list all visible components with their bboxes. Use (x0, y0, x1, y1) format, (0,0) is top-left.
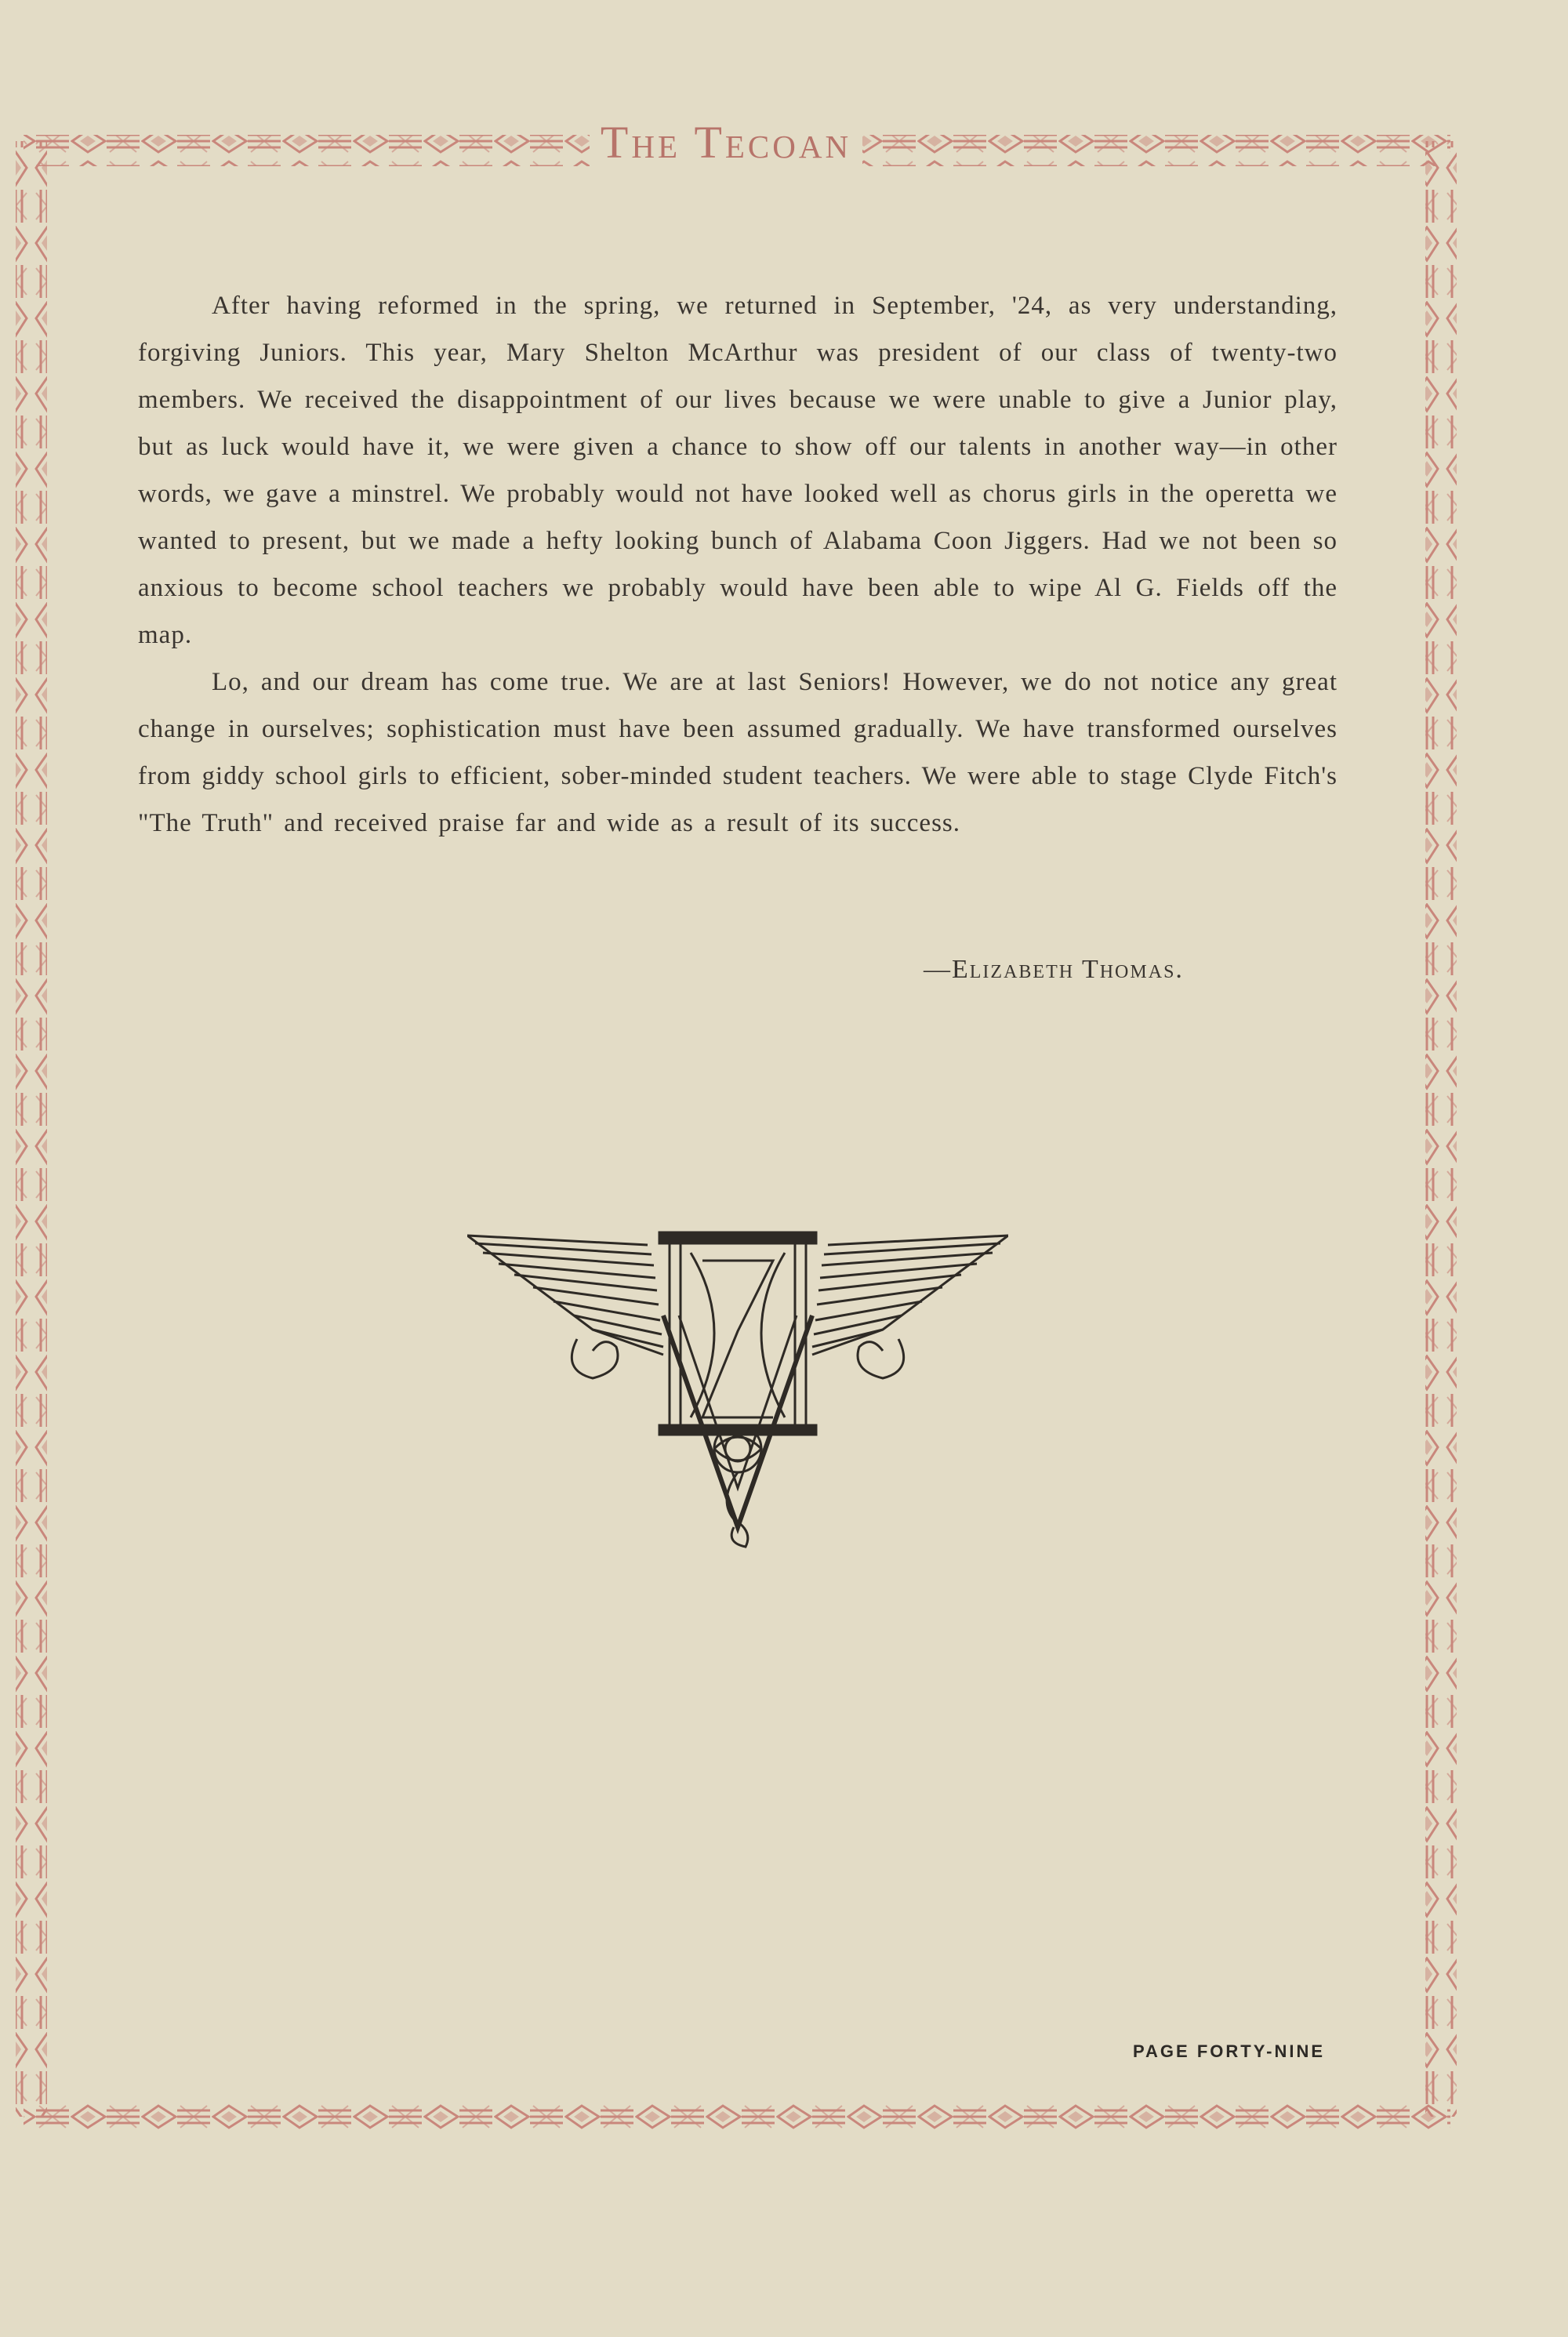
article-body (138, 282, 1338, 847)
bottom-border (24, 2103, 1450, 2134)
author-signature: —Elizabeth Thomas. (924, 955, 1184, 984)
right-border (1425, 141, 1457, 2117)
header-title: The Tecoan (590, 117, 862, 168)
left-border (16, 141, 47, 2117)
page-header (0, 116, 1452, 169)
winged-hourglass-emblem-icon (467, 1229, 1008, 1551)
page-number: PAGE FORTY-NINE (1133, 2041, 1326, 2061)
paragraph: After having reformed in the spring, we returned in September, '24, as very understanding, forgiving Juniors. This year, Mary Shelton McArthur was president of our class of twenty-two members. We received the disappointment of our lives because we were unable to give a Junior play, but as luck would have it, we were given a chance to show off our talents in another way—in other words, we gave a minstrel. We probably would not have looked well as chorus girls in the operetta we wanted to present, but we made a hefty looking bunch of Alabama Coon Jiggers. Had we not been so anxious to become school teachers we probably would have been able to wipe Al G. Fields off the map. (138, 292, 1338, 649)
paragraph: Lo, and our dream has come true. We are at last Seniors! However, we do not notice any great change in ourselves; sophistication must have been assumed gradually. We have transformed ourselves from giddy school girls to efficient, sober-minded student teachers. We were able to stage Clyde Fitch's "The Truth" and received praise far and wide as a result of its success. (138, 668, 1338, 837)
